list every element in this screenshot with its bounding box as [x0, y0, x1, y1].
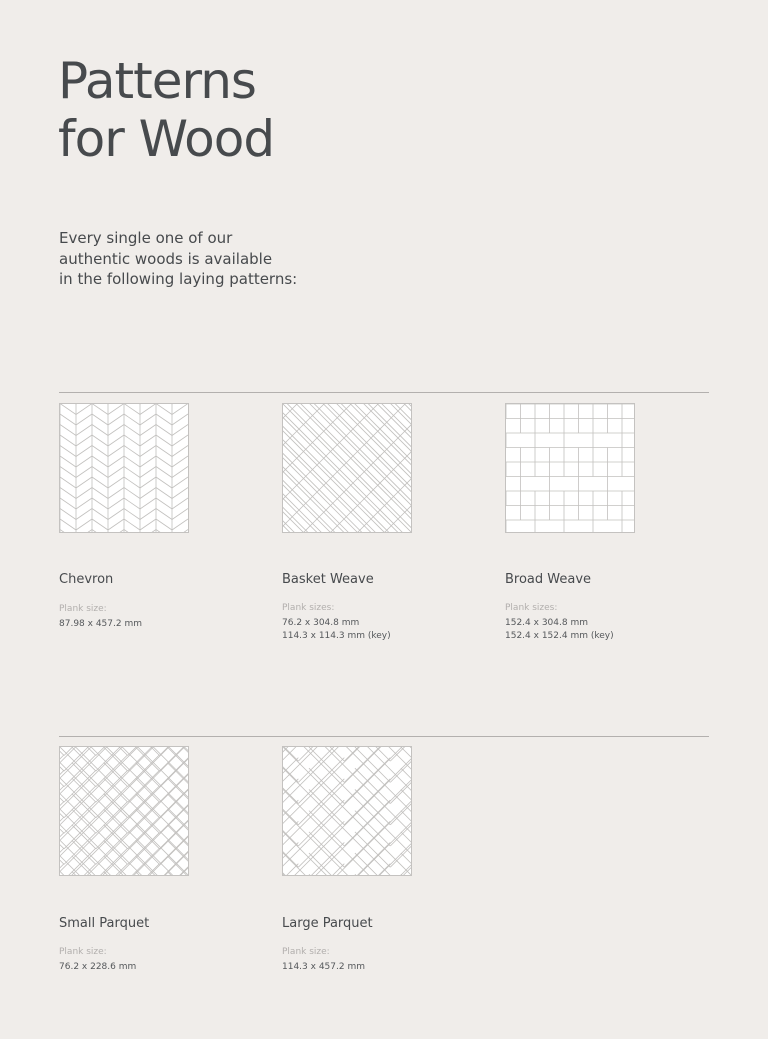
- pattern-line: [167, 833, 188, 857]
- pattern-line: [108, 488, 124, 499]
- pattern-line: [172, 530, 188, 533]
- pattern-line: [76, 519, 92, 530]
- pattern-line: [128, 825, 136, 833]
- pattern-line: [371, 404, 385, 411]
- pattern-line: [135, 747, 159, 771]
- pattern-line: [156, 414, 172, 425]
- pattern-line: [124, 446, 140, 457]
- pattern-line: [140, 435, 156, 446]
- pattern-line: [60, 519, 76, 530]
- pattern-line: [128, 857, 136, 865]
- pattern-line: [135, 747, 159, 748]
- large-parquet-pattern-swatch: [282, 746, 412, 876]
- pattern-line: [124, 498, 140, 509]
- pattern-line: [140, 404, 156, 415]
- plank-size-broad-weave: [505, 602, 614, 644]
- pattern-line: [140, 530, 156, 533]
- pattern-line: [140, 519, 156, 530]
- pattern-group: [283, 404, 411, 532]
- pattern-line: [295, 404, 412, 532]
- pattern-line: [60, 488, 76, 499]
- pattern-line: [156, 456, 172, 467]
- plank-size-basket-weave: [282, 602, 391, 644]
- pattern-line: [124, 435, 140, 446]
- pattern-line: [72, 763, 96, 787]
- pattern-line: [92, 509, 108, 520]
- pattern-line: [72, 809, 96, 833]
- pattern-line: [108, 498, 124, 509]
- pattern-line: [128, 810, 136, 818]
- pattern-line: [76, 498, 92, 509]
- pattern-line: [156, 446, 172, 457]
- pattern-line: [124, 530, 140, 533]
- pattern-line: [172, 425, 188, 436]
- pattern-line: [167, 786, 188, 810]
- pattern-line: [156, 530, 172, 533]
- pattern-line: [72, 778, 96, 802]
- basket-weave-pattern-swatch: [282, 403, 412, 533]
- plank-size-value: 76.2 x 304.8 mm: [282, 617, 360, 628]
- plank-size-small-parquet: [59, 946, 136, 974]
- pattern-line: [108, 404, 124, 415]
- pattern-line: [104, 755, 128, 779]
- pattern-line: [172, 456, 188, 467]
- pattern-line: [76, 509, 92, 520]
- pattern-line: [104, 801, 128, 825]
- broad-weave-pattern-swatch: [505, 403, 635, 533]
- pattern-line: [317, 404, 331, 411]
- pattern-line: [72, 840, 96, 864]
- pattern-group: [283, 747, 411, 875]
- pattern-group: [60, 404, 188, 532]
- pattern-line: [344, 404, 358, 411]
- pattern-line: [76, 404, 92, 415]
- pattern-line: [60, 435, 76, 446]
- pattern-line: [140, 498, 156, 509]
- pattern-name-broad-weave: Broad Weave: [505, 572, 592, 587]
- pattern-line: [60, 509, 76, 520]
- pattern-line: [398, 404, 411, 411]
- pattern-line: [108, 446, 124, 457]
- pattern-line: [167, 809, 188, 833]
- pattern-line: [108, 435, 124, 446]
- pattern-line: [108, 530, 124, 533]
- intro-text: [59, 228, 359, 290]
- pattern-line: [283, 438, 290, 452]
- pattern-line: [135, 825, 159, 849]
- pattern-line: [140, 425, 156, 436]
- pattern-line: [283, 404, 335, 532]
- pattern-line: [76, 425, 92, 436]
- pattern-line: [140, 467, 156, 478]
- small-parquet-pattern-graphic: [60, 747, 188, 875]
- pattern-line: [92, 519, 108, 530]
- pattern-line: [167, 840, 188, 864]
- pattern-line: [140, 446, 156, 457]
- pattern-line: [124, 456, 140, 467]
- pattern-line: [172, 509, 188, 520]
- pattern-line: [156, 477, 172, 488]
- pattern-line: [92, 488, 108, 499]
- pattern-line: [92, 404, 108, 415]
- pattern-line: [283, 465, 290, 479]
- intro-line: authentic woods is available: [59, 249, 273, 268]
- pattern-line: [104, 747, 128, 771]
- pattern-line: [108, 425, 124, 436]
- pattern-line: [172, 488, 188, 499]
- pattern-line: [104, 817, 128, 841]
- pattern-line: [156, 488, 172, 499]
- pattern-line: [104, 809, 128, 833]
- pattern-line: [156, 404, 172, 415]
- pattern-line: [96, 872, 104, 875]
- pattern-line: [172, 414, 188, 425]
- pattern-line: [104, 833, 128, 857]
- pattern-line: [104, 825, 128, 849]
- pattern-name-chevron: Chevron: [59, 572, 114, 587]
- plank-size-value: 152.4 x 304.8 mm: [505, 617, 588, 628]
- pattern-line: [104, 770, 128, 794]
- plank-size-value: 87.98 x 457.2 mm: [59, 618, 142, 629]
- plank-size-label: Plank size:: [59, 604, 107, 614]
- pattern-line: [92, 498, 108, 509]
- pattern-line: [60, 425, 76, 436]
- pattern-line: [156, 425, 172, 436]
- pattern-line: [167, 794, 188, 818]
- pattern-line: [135, 840, 159, 864]
- pattern-line: [92, 467, 108, 478]
- pattern-line: [60, 414, 76, 425]
- pattern-line: [72, 794, 96, 818]
- pattern-line: [92, 425, 108, 436]
- pattern-line: [172, 477, 188, 488]
- pattern-line: [72, 786, 96, 810]
- pattern-line: [140, 509, 156, 520]
- plank-size-value: 152.4 x 152.4 mm (key): [505, 631, 614, 641]
- pattern-line: [167, 747, 188, 771]
- pattern-line: [172, 498, 188, 509]
- pattern-line: [167, 770, 188, 794]
- pattern-line: [76, 456, 92, 467]
- pattern-line: [128, 779, 136, 787]
- plank-size-label: Plank sizes:: [505, 603, 558, 613]
- pattern-line: [156, 498, 172, 509]
- pattern-line: [92, 456, 108, 467]
- pattern-line: [72, 848, 96, 872]
- pattern-line: [76, 446, 92, 457]
- pattern-line: [60, 530, 76, 533]
- basket-weave-pattern-graphic: [283, 404, 411, 532]
- pattern-line: [290, 404, 304, 411]
- section-divider: [59, 392, 709, 393]
- pattern-line: [124, 467, 140, 478]
- pattern-line: [156, 509, 172, 520]
- pattern-line: [108, 477, 124, 488]
- pattern-line: [60, 467, 76, 478]
- pattern-line: [92, 530, 108, 533]
- pattern-line: [124, 414, 140, 425]
- pattern-line: [72, 833, 96, 857]
- pattern-line: [92, 477, 108, 488]
- pattern-line: [156, 519, 172, 530]
- pattern-line: [322, 404, 412, 532]
- pattern-line: [104, 840, 128, 864]
- page-title: [58, 52, 274, 168]
- pattern-line: [128, 763, 136, 771]
- pattern-line: [72, 801, 96, 825]
- pattern-line: [283, 404, 389, 532]
- plank-size-value: 114.3 x 114.3 mm (key): [282, 631, 391, 641]
- pattern-line: [108, 519, 124, 530]
- pattern-line: [167, 763, 188, 787]
- pattern-line: [124, 477, 140, 488]
- pattern-line: [104, 794, 128, 818]
- pattern-line: [283, 519, 290, 532]
- pattern-line: [76, 477, 92, 488]
- pattern-line: [92, 446, 108, 457]
- pattern-line: [124, 519, 140, 530]
- pattern-line: [104, 786, 128, 810]
- section-divider: [59, 736, 709, 737]
- pattern-line: [167, 801, 188, 825]
- plank-size-label: Plank size:: [59, 947, 107, 957]
- pattern-line: [64, 872, 72, 875]
- pattern-line: [135, 778, 159, 802]
- pattern-line: [60, 446, 76, 457]
- pattern-line: [72, 825, 96, 849]
- pattern-line: [72, 817, 96, 841]
- pattern-line: [135, 794, 159, 818]
- pattern-line: [172, 435, 188, 446]
- pattern-line: [135, 809, 159, 833]
- pattern-line: [124, 425, 140, 436]
- pattern-line: [60, 456, 76, 467]
- chevron-pattern-graphic: [60, 404, 188, 532]
- pattern-line: [104, 763, 128, 787]
- pattern-line: [92, 435, 108, 446]
- pattern-line: [108, 414, 124, 425]
- pattern-line: [72, 755, 96, 779]
- pattern-line: [283, 492, 290, 506]
- intro-line: Every single one of our: [59, 229, 233, 247]
- pattern-line: [156, 467, 172, 478]
- pattern-line: [72, 864, 96, 875]
- pattern-line: [76, 414, 92, 425]
- pattern-line: [172, 446, 188, 457]
- pattern-line: [60, 747, 64, 755]
- pattern-group: [506, 404, 634, 532]
- pattern-line: [76, 488, 92, 499]
- plank-size-label: Plank sizes:: [282, 603, 335, 613]
- pattern-line: [104, 778, 128, 802]
- pattern-line: [108, 456, 124, 467]
- pattern-line: [128, 841, 136, 849]
- pattern-line: [72, 770, 96, 794]
- pattern-group: [60, 747, 188, 875]
- pattern-line: [172, 467, 188, 478]
- pattern-line: [140, 456, 156, 467]
- pattern-line: [167, 778, 188, 802]
- pattern-line: [167, 848, 188, 872]
- pattern-line: [60, 498, 76, 509]
- pattern-line: [124, 404, 140, 415]
- pattern-line: [124, 509, 140, 520]
- plank-size-chevron: [59, 603, 142, 631]
- pattern-line: [156, 435, 172, 446]
- pattern-line: [167, 755, 188, 779]
- pattern-line: [128, 748, 136, 756]
- pattern-line: [104, 848, 128, 872]
- pattern-name-basket-weave: Basket Weave: [282, 572, 374, 587]
- pattern-line: [140, 414, 156, 425]
- pattern-line: [72, 747, 96, 771]
- pattern-line: [140, 488, 156, 499]
- intro-line: in the following laying patterns:: [59, 270, 298, 288]
- plank-size-value: 76.2 x 228.6 mm: [59, 961, 137, 972]
- pattern-line: [172, 519, 188, 530]
- broad-weave-pattern-graphic: [506, 404, 634, 532]
- pattern-line: [76, 530, 92, 533]
- pattern-line: [172, 404, 188, 415]
- small-parquet-pattern-swatch: [59, 746, 189, 876]
- pattern-line: [128, 794, 136, 802]
- pattern-line: [140, 477, 156, 488]
- pattern-line: [335, 404, 411, 532]
- pattern-name-small-parquet: Small Parquet: [59, 916, 150, 931]
- pattern-line: [167, 825, 188, 849]
- pattern-line: [135, 763, 159, 787]
- pattern-line: [60, 404, 76, 415]
- pattern-line: [167, 817, 188, 841]
- pattern-line: [108, 467, 124, 478]
- pattern-line: [283, 411, 290, 425]
- page-title-line: Patterns: [58, 52, 256, 110]
- pattern-line: [124, 488, 140, 499]
- pattern-line: [385, 404, 412, 532]
- pattern-line: [76, 435, 92, 446]
- chevron-pattern-swatch: [59, 403, 189, 533]
- pattern-line: [92, 414, 108, 425]
- large-parquet-pattern-graphic: [283, 747, 411, 875]
- pattern-line: [108, 509, 124, 520]
- pattern-line: [76, 467, 92, 478]
- page-title-line: for Wood: [58, 110, 275, 168]
- pattern-line: [60, 477, 76, 488]
